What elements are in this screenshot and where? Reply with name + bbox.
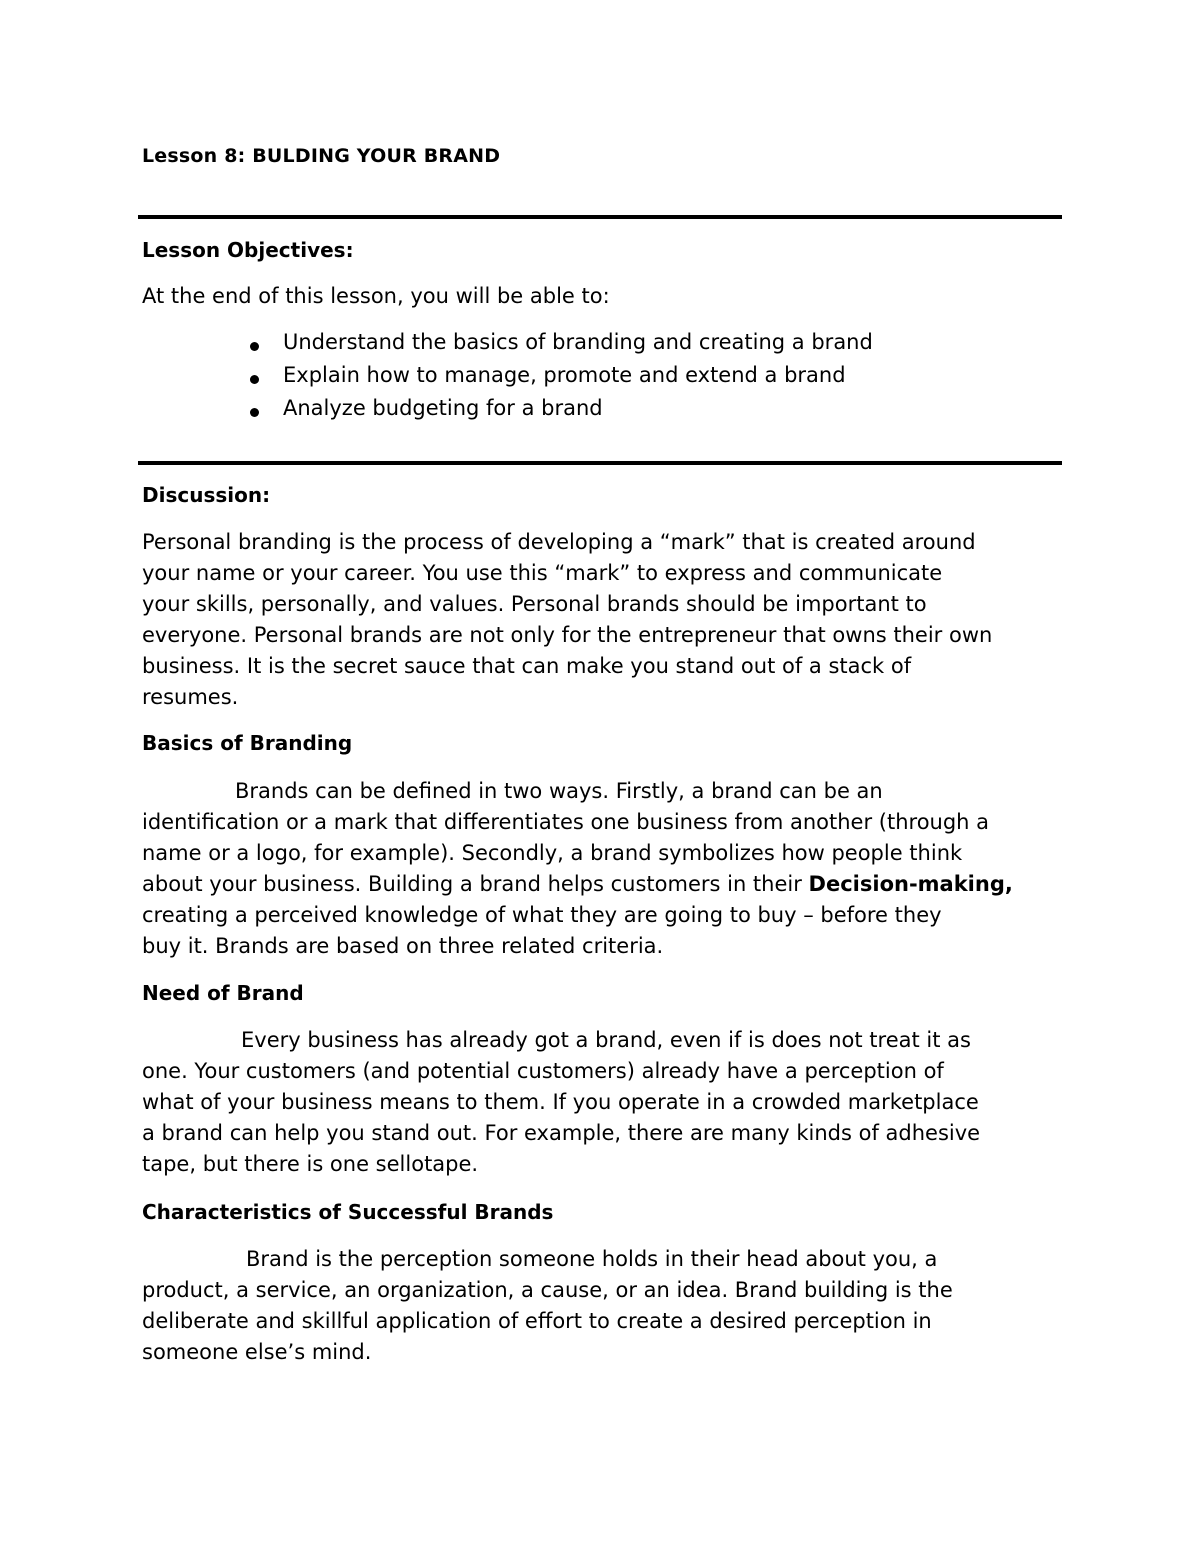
emphasis-term: Decision-making, (808, 872, 1013, 896)
paragraph-line: business. It is the secret sauce that can make you stand out of a stack of (142, 654, 912, 678)
objective-item (0, 363, 1200, 396)
paragraph-line: resumes. (142, 685, 239, 709)
paragraph-line: one. Your customers (and potential customers) already have a perception of (142, 1059, 944, 1083)
need-heading: Need of Brand (142, 981, 304, 1005)
need-paragraph (142, 1025, 1062, 1180)
paragraph-line: your name or your career. You use this “mark” to express and communicate (142, 561, 943, 585)
paragraph-line: Brand is the perception someone holds in their head about you, a (246, 1247, 938, 1271)
paragraph-line (142, 869, 1062, 900)
paragraph-line: a brand can help you stand out. For example, there are many kinds of adhesive (142, 1121, 981, 1145)
characteristics-paragraph (142, 1244, 1062, 1368)
horizontal-rule (138, 215, 1062, 219)
basics-heading: Basics of Branding (142, 731, 353, 755)
discussion-paragraph (142, 527, 1062, 713)
paragraph-line: creating a perceived knowledge of what they are going to buy – before they (142, 903, 942, 927)
objectives-heading: Lesson Objectives: (142, 238, 354, 262)
paragraph-line: deliberate and skillful application of effort to create a desired perception in (142, 1309, 932, 1333)
paragraph-line: what of your business means to them. If you operate in a crowded marketplace (142, 1090, 979, 1114)
paragraph-line: Every business has already got a brand, even if is does not treat it as (241, 1028, 971, 1052)
paragraph-line: buy it. Brands are based on three related criteria. (142, 934, 664, 958)
paragraph-line: Brands can be defined in two ways. Firstly, a brand can be an (235, 779, 883, 803)
objective-item (0, 396, 1200, 429)
paragraph-text: about your business. Building a brand helps customers in their (142, 872, 809, 896)
paragraph-line: someone else’s mind. (142, 1340, 372, 1364)
objective-text: Understand the basics of branding and creating a brand (283, 330, 873, 354)
paragraph-line: everyone. Personal brands are not only for the entrepreneur that owns their own (142, 623, 993, 647)
objectives-intro: At the end of this lesson, you will be able to: (142, 284, 610, 308)
paragraph-line: name or a logo, for example). Secondly, a brand symbolizes how people think (142, 841, 963, 865)
objective-item (0, 330, 1200, 363)
lesson-title: Lesson 8: BULDING YOUR BRAND (142, 145, 501, 167)
paragraph-line: product, a service, an organization, a cause, or an idea. Brand building is the (142, 1278, 953, 1302)
horizontal-rule (138, 461, 1062, 465)
objective-text: Analyze budgeting for a brand (283, 396, 603, 420)
paragraph-line: Personal branding is the process of developing a “mark” that is created around (142, 530, 976, 554)
bullet-icon (250, 408, 259, 417)
basics-paragraph (142, 776, 1062, 962)
paragraph-line: tape, but there is one sellotape. (142, 1152, 479, 1176)
discussion-heading: Discussion: (142, 483, 271, 507)
paragraph-line: identification or a mark that differentiates one business from another (through a (142, 810, 990, 834)
objectives-list (0, 330, 1200, 429)
bullet-icon (250, 375, 259, 384)
characteristics-heading: Characteristics of Successful Brands (142, 1200, 554, 1224)
bullet-icon (250, 342, 259, 351)
objective-text: Explain how to manage, promote and extend a brand (283, 363, 846, 387)
paragraph-line: your skills, personally, and values. Personal brands should be important to (142, 592, 927, 616)
